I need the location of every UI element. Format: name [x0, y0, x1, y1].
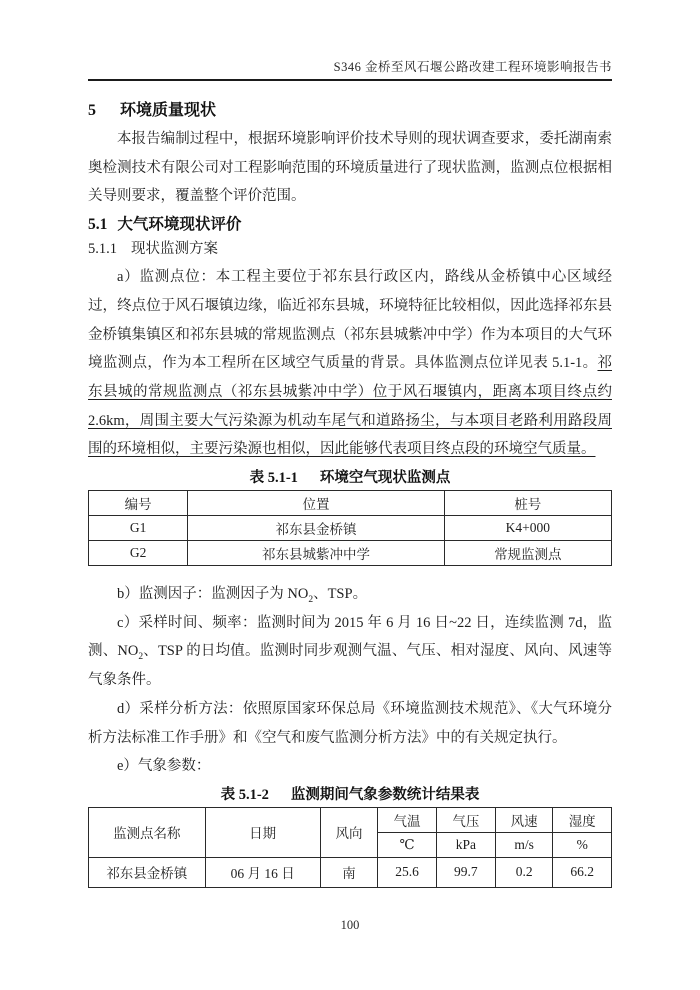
paragraph-c-text: 、TSP 的日均值。监测时同步观测气温、气压、相对湿度、风向、风速等气象条件。: [88, 643, 612, 689]
cell-id: G1: [89, 516, 188, 541]
col-header-humidity: 湿度: [553, 807, 612, 832]
paragraph-a-underlined-text: 祁东县城的常规监测点（祁东县城紫冲中学）位于风石堰镇内，距离本项目终点约 2.6km，周围主要大气污染源为机动车尾气和道路扬尘，与本项目老路利用路段周围的环境相似，主要污染源也相似，因此能够代表项目终点段的环境空气质量。: [88, 355, 612, 458]
table-header-row: [89, 491, 612, 516]
unit-humidity: %: [553, 832, 612, 857]
subscript: 2: [138, 652, 144, 663]
paragraph-a-text: a）监测点位：本工程主要位于祁东县行政区内，路线从金桥镇中心区域经过，终点位于风石堰镇边缘，临近祁东县城，环境特征比较相似，因此选择祁东县金桥镇集镇区和祁东县城的常规监测点（祁东县城紫冲中学）作为本项目的大气环境监测点，作为本工程所在区域空气质量的背景。具体监测点位详见表 5.1-1。: [88, 269, 612, 372]
header-title: S346 金桥至风石堰公路改建工程环境影响报告书: [333, 60, 612, 74]
cell-stake: 常规监测点: [444, 541, 611, 566]
cell-humidity: 66.2: [553, 857, 612, 887]
col-header-temperature: 气温: [378, 807, 437, 832]
col-header-wind-direction: 风向: [320, 807, 378, 857]
section-title: 现状监测方案: [131, 241, 218, 258]
paragraph-b-monitoring-factors: [88, 580, 612, 609]
paragraph-e-meteorological-params: e）气象参数：: [117, 758, 211, 775]
paragraph-b-text: b）监测因子：监测因子为 NO: [117, 586, 309, 603]
table-meteorological-parameters: [88, 807, 612, 888]
paragraph-c-sampling-time: [88, 609, 612, 695]
table1-caption-label: 表 5.1-1: [249, 470, 298, 487]
section-number: 5: [88, 102, 96, 119]
col-header-stake: 桩号: [444, 491, 611, 516]
section-number: 5.1.1: [88, 241, 117, 258]
col-header-pressure: 气压: [436, 807, 495, 832]
table2-caption: [88, 785, 612, 805]
paragraph-b-text: 、TSP。: [313, 586, 368, 603]
col-header-date: 日期: [205, 807, 320, 857]
cell-pressure: 99.7: [436, 857, 495, 887]
section-5-1-heading: [88, 215, 612, 235]
unit-pressure: kPa: [436, 832, 495, 857]
table-row: [89, 857, 612, 887]
subscript: 2: [308, 594, 314, 605]
unit-temperature: ℃: [378, 832, 437, 857]
table-row: [89, 516, 612, 541]
col-header-site: 监测点名称: [89, 807, 206, 857]
table-row: [89, 541, 612, 566]
table2-caption-label: 表 5.1-2: [220, 786, 269, 803]
paragraph-d-analysis-method: d）采样分析方法：依照原国家环保总局《环境监测技术规范》、《大气环境分析方法标准工作手册》和《空气和废气监测分析方法》中的有关规定执行。: [88, 700, 612, 746]
paragraph-c-text: c）采样时间、频率：监测时间为 2015 年 6 月 16 日~22 日，连续监测 7d，监测、NO: [88, 614, 612, 660]
cell-location: 祁东县城紫冲中学: [188, 541, 444, 566]
cell-wind-direction: 南: [320, 857, 378, 887]
cell-temperature: 25.6: [378, 857, 437, 887]
section-number: 5.1: [88, 216, 108, 234]
col-header-wind-speed: 风速: [495, 807, 553, 832]
section-title: 环境质量现状: [120, 102, 217, 119]
col-header-id: 编号: [89, 491, 188, 516]
table1-caption-title: 环境空气现状监测点: [319, 470, 451, 487]
page-number: 100: [340, 918, 360, 932]
section-title: 大气环境现状评价: [117, 216, 242, 234]
cell-location: 祁东县金桥镇: [188, 516, 444, 541]
paragraph-a-monitoring-points: [88, 263, 612, 464]
table2-caption-title: 监测期间气象参数统计结果表: [290, 786, 480, 803]
section-5-1-1-heading: [88, 239, 612, 259]
col-header-location: 位置: [188, 491, 444, 516]
cell-id: G2: [89, 541, 188, 566]
section-5-heading: [88, 101, 612, 121]
intro-paragraph: 本报告编制过程中，根据环境影响评价技术导则的现状调查要求，委托湖南索奥检测技术有限公司对工程影响范围的环境质量进行了现状监测，监测点位根据相关导则要求，覆盖整个评价范围。: [88, 131, 612, 205]
table-header-row: [89, 807, 612, 832]
page-header: [88, 57, 612, 81]
cell-wind-speed: 0.2: [495, 857, 553, 887]
unit-wind-speed: m/s: [495, 832, 553, 857]
table-air-monitoring-points: [88, 490, 612, 566]
cell-site: 祁东县金桥镇: [89, 857, 206, 887]
table1-caption: [88, 468, 612, 488]
cell-date: 06 月 16 日: [205, 857, 320, 887]
cell-stake: K4+000: [444, 516, 611, 541]
